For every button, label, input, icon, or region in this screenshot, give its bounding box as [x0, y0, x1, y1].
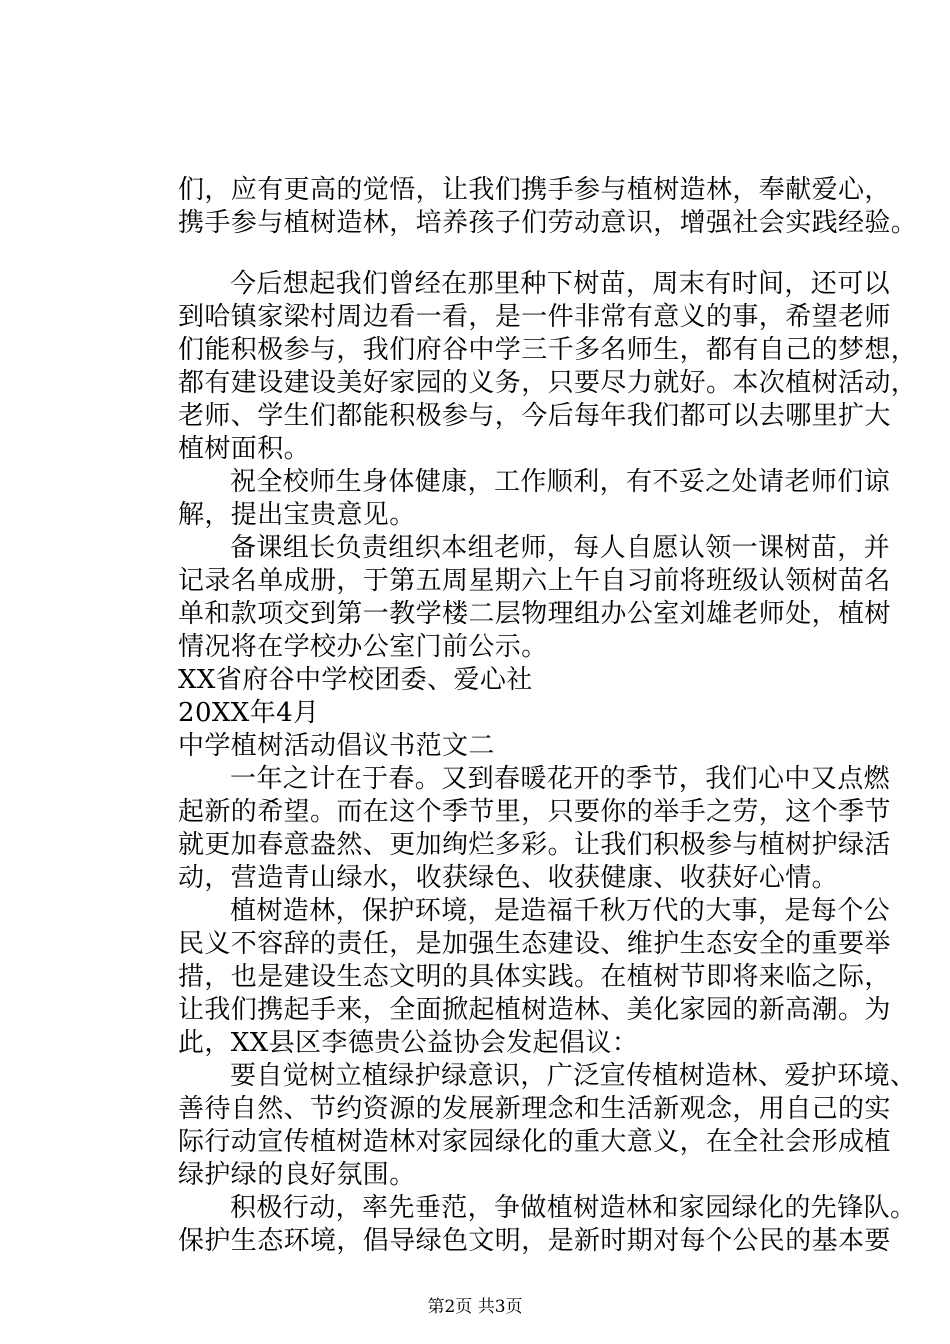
- text-line: 措，也是建设生态文明的具体实践。在植树节即将来临之际，: [178, 962, 891, 992]
- text-line: 起新的希望。而在这个季节里，只要你的举手之劳，这个季节: [178, 797, 891, 827]
- text-line: 就更加春意盎然、更加绚烂多彩。让我们积极参与植树护绿活: [178, 830, 891, 860]
- text-line: 善待自然、节约资源的发展新理念和生活新观念，用自己的实: [178, 1094, 891, 1124]
- text-line: 单和款项交到第一教学楼二层物理组办公室刘雄老师处，植树: [178, 599, 891, 629]
- text-line: 际行动宣传植树造林对家园绿化的重大意义，在全社会形成植: [178, 1127, 891, 1157]
- text-line: 都有建设建设美好家园的义务，只要尽力就好。本次植树活动，: [178, 368, 918, 398]
- signature-date: 20XX年4月: [178, 698, 320, 728]
- text-line: 民义不容辞的责任，是加强生态建设、维护生态安全的重要举: [178, 929, 891, 959]
- text-line: 祝全校师生身体健康，工作顺利，有不妥之处请老师们谅: [230, 467, 891, 497]
- text-line: 一年之计在于春。又到春暖花开的季节，我们心中又点燃: [230, 764, 891, 794]
- text-line: 动，营造青山绿水，收获绿色、收获健康、收获好心情。: [178, 863, 839, 893]
- text-line: 让我们携起手来，全面掀起植树造林、美化家园的新高潮。为: [178, 995, 891, 1025]
- text-line: 植树面积。: [178, 434, 311, 464]
- text-line: 绿护绿的良好氛围。: [178, 1160, 416, 1190]
- section-title: 中学植树活动倡议书范文二: [178, 731, 495, 761]
- text-line: 情况将在学校办公室门前公示。: [178, 632, 548, 662]
- text-line: 备课组长负责组织本组老师，每人自愿认领一课树苗，并: [230, 533, 891, 563]
- text-line: 到哈镇家梁村周边看一看，是一件非常有意义的事，希望老师: [178, 302, 891, 332]
- text-line: 保护生态环境，倡导绿色文明，是新时期对每个公民的基本要: [178, 1226, 891, 1256]
- page-indicator: 第2页 共3页: [427, 1297, 523, 1317]
- text-line: 记录名单成册，于第五周星期六上午自习前将班级认领树苗名: [178, 566, 891, 596]
- text-line: 解，提出宝贵意见。: [178, 500, 416, 530]
- text-line: 此，XX县区李德贵公益协会发起倡议：: [178, 1028, 639, 1058]
- text-line: 们能积极参与，我们府谷中学三千多名师生，都有自己的梦想，: [178, 335, 918, 365]
- text-line: 们，应有更高的觉悟，让我们携手参与植树造林，奉献爱心，: [178, 175, 891, 205]
- text-line: 今后想起我们曾经在那里种下树苗，周末有时间，还可以: [230, 269, 891, 299]
- text-line: 要自觉树立植绿护绿意识，广泛宣传植树造林、爱护环境、: [230, 1061, 917, 1091]
- text-line: 积极行动，率先垂范，争做植树造林和家园绿化的先锋队。: [230, 1193, 917, 1223]
- text-line: 携手参与植树造林，培养孩子们劳动意识，增强社会实践经验。: [178, 208, 918, 238]
- signature-organization: XX省府谷中学校团委、爱心社: [178, 665, 533, 695]
- text-line: 老师、学生们都能积极参与，今后每年我们都可以去哪里扩大: [178, 401, 891, 431]
- text-line: 植树造林，保护环境，是造福千秋万代的大事，是每个公: [230, 896, 891, 926]
